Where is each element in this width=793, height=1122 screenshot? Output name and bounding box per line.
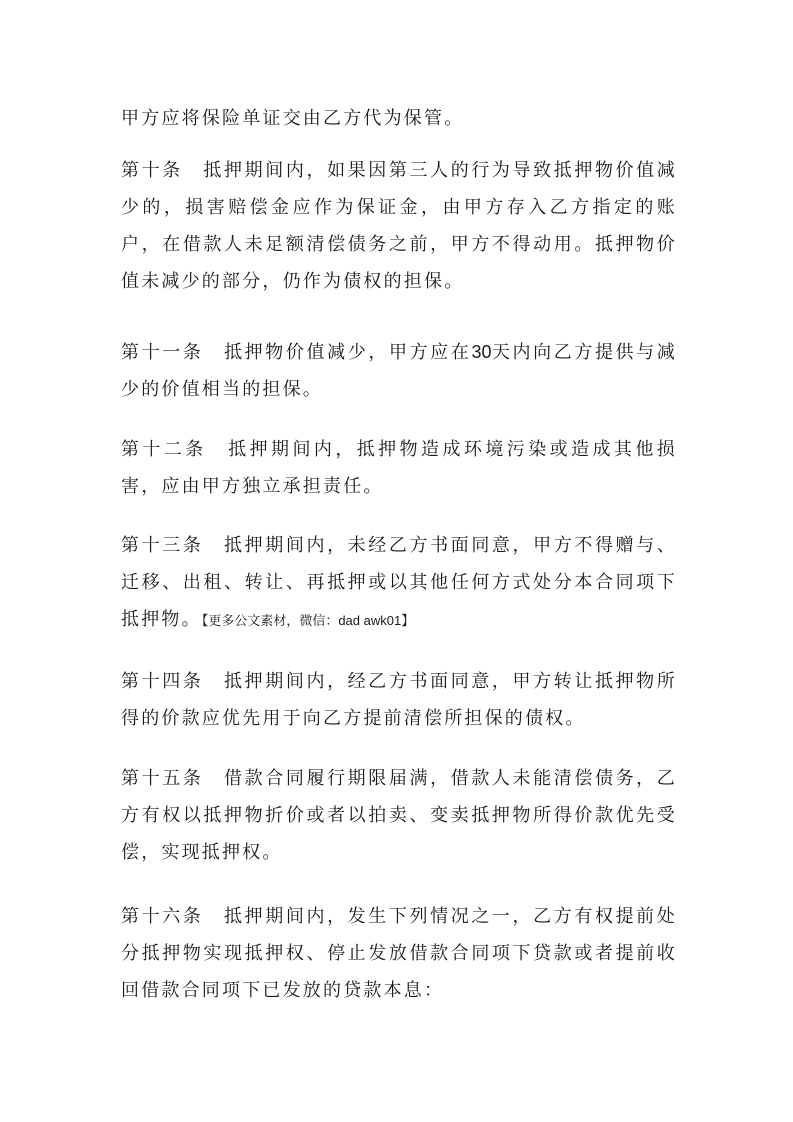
- paragraph-article-15: [121, 760, 677, 871]
- paragraph-text: 第十四条 抵押期间内，经乙方书面同意，甲方转让抵押物所得的价款应优先用于向乙方提前清偿所担保的债权。: [121, 671, 677, 729]
- paragraph-text: 第十六条 抵押期间内，发生下列情况之一，乙方有权提前处分抵押物实现抵押权、停止发放借款合同项下贷款或者提前收回借款合同项下已发放的贷款本息：: [121, 906, 677, 1001]
- paragraph-text: 第十三条 抵押期间内，未经乙方书面同意，甲方不得赠与、迁移、出租、转让、再抵押或以其他任何方式处分本合同项下抵押物。: [121, 535, 677, 630]
- paragraph-article-13: [121, 527, 677, 639]
- paragraph-text: 第十二条 抵押期间内，抵押物造成环境污染或造成其他损害，应由甲方独立承担责任。: [121, 439, 677, 497]
- paragraph-article-10: [121, 152, 677, 300]
- promo-note: 【更多公文素材，微信：dad awk01】: [201, 613, 415, 628]
- paragraph-text: 第十条 抵押期间内，如果因第三人的行为导致抵押物价值减少的，损害赔偿金应作为保证金，由甲方存入乙方指定的账户，在借款人未足额清偿债务之前，甲方不得动用。抵押物价值未减少的部分，仍作为债权的担保。: [121, 160, 677, 292]
- paragraph-text: 第十五条 借款合同履行期限届满，借款人未能清偿债务，乙方有权以抵押物折价或者以拍卖、变卖抵押物所得价款优先受偿，实现抵押权。: [121, 768, 677, 863]
- days-number: 30: [471, 342, 492, 362]
- paragraph-article-12: [121, 431, 677, 505]
- paragraph-text: 第十一条 抵押物价值减少，甲方应在: [121, 342, 472, 363]
- paragraph-article-11: [121, 334, 677, 408]
- paragraph-insurance-custody: [121, 100, 677, 137]
- paragraph-article-16: [121, 898, 677, 1009]
- paragraph-text: 甲方应将保险单证交由乙方代为保管。: [121, 108, 465, 129]
- paragraph-text: 天内向乙方提供与减少的价值相当的担保。: [121, 342, 677, 400]
- paragraph-article-14: [121, 663, 677, 737]
